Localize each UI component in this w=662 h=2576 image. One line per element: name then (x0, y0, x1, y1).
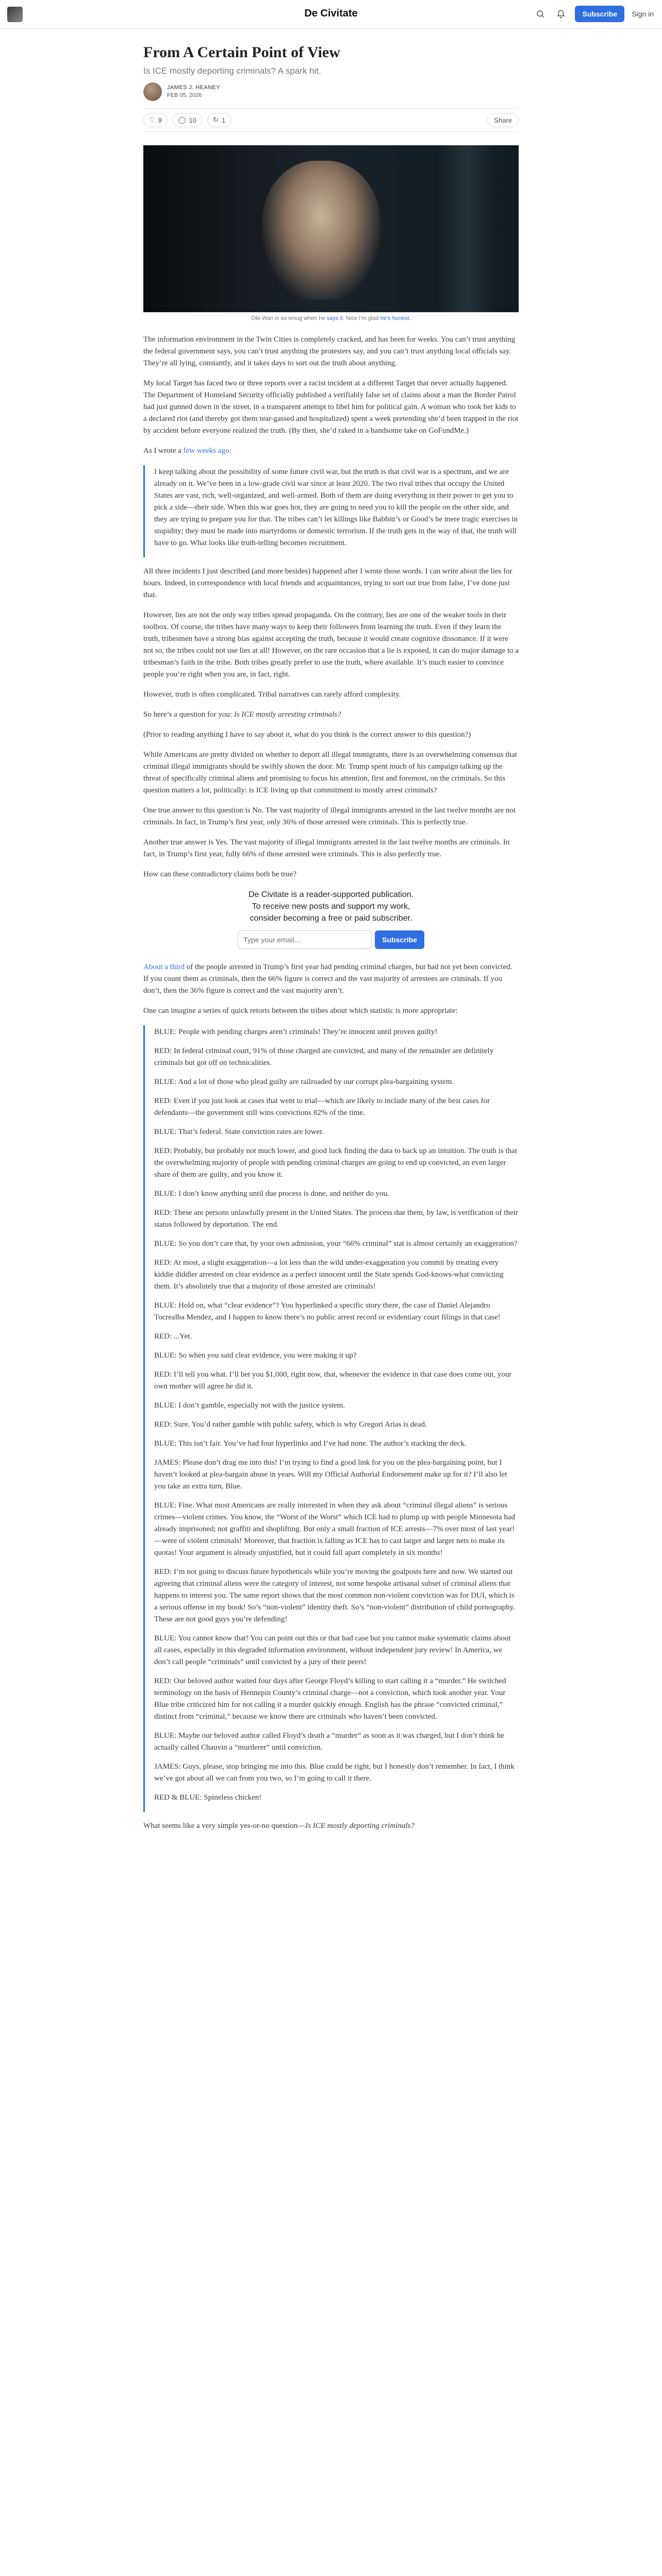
sign-in-link[interactable]: Sign in (632, 10, 654, 18)
like-count: 9 (158, 116, 162, 124)
paragraph: My local Target has faced two or three reports over a racist incident at a different Target that never actually happened. The Department of Homeland Security officially published a verifiably false set of claims about a man the Border Patrol had just gunned down in the street, in a transparent attempt to libel him for political gain. A woman who took her kids to a declared riot (and thereby got them tear-gassed and hospitalized) spent a week pretending she’d been trapped in the riot by accident before everyone realized the truth. (By then, she’d raked in a handsome take on GoFundMe.) (143, 379, 519, 435)
paragraph (143, 445, 519, 457)
paragraph: (Prior to reading anything I have to say about it, what do you think is the correct answer to this question?) (143, 731, 471, 739)
header-actions (534, 6, 654, 22)
dialogue-line: BLUE: Fine. What most Americans are really interested in when they ask about “criminal illegal aliens” is serious crimes—violent crimes. You know, the “Worst of the Worst” which ICE had to plump up with people Minnesota had already imprisoned; not graffiti and shoplifting. But only a small fraction of ICE arrests—7% over most of last year!—were of violent criminals! Moreover, that fraction is falling as ICE has to cast larger and larger nets to make its quotas! Your argument is already unjustified, but it could fall apart completely in six months! (154, 1501, 515, 1557)
dialogue-line: BLUE: You cannot know that! You can point out this or that bad case but you cannot make systematic claims about all cases, especially in this degraded information environment, without independent jury review! In America, we don’t call people “criminals” until convicted by a jury of their peers! (154, 1634, 511, 1666)
top-navigation-bar (0, 0, 662, 29)
restack-icon: ↻ (212, 116, 219, 124)
hero-caption (143, 315, 519, 321)
heart-icon: ♡ (149, 116, 155, 124)
paragraph (143, 961, 519, 997)
paragraph-text: So here’s a question for you: (143, 710, 234, 719)
dialogue-line: RED: These are persons unlawfully present in the United States. The process due them, by law, is verification of their status followed by deportation. The end. (154, 1209, 518, 1229)
dialogue-line: BLUE: This isn’t fair. You’ve had four hyperlinks and I’ve had none. The author’s stacking the deck. (154, 1439, 467, 1448)
dialogue-line: RED: Our beloved author waited four days after George Floyd’s killing to start calling it a “murder.” He switched terminology on the basis of Hennepin County’s criminal charge—not a conviction, which took another year. Your Blue tribe criticized him for not calling it a murder quickly enough. English has the phrase “convicted criminal,” distinct from “criminal,” because we know there are criminals who haven’t been convicted. (154, 1677, 506, 1721)
dialogue-line: RED: Even if you just look at cases that went to trial—which are likely to include many of the best cases for defendants—the government still wins convictions 82% of the time. (154, 1097, 490, 1117)
author-name[interactable]: JAMES J. HEANEY (167, 84, 221, 91)
post-date: FEB 05, 2026 (167, 92, 202, 98)
question-emphasis: Is ICE mostly arresting criminals? (234, 710, 341, 719)
dialogue-line: BLUE: People with pending charges aren’t criminals! They’re innocent until proven guilty! (154, 1028, 438, 1036)
dialogue-line: BLUE: I don’t know anything until due process is done, and neither do you. (154, 1190, 389, 1198)
paragraph (143, 1820, 519, 1832)
restack-count: 1 (221, 116, 226, 124)
dialogue-line: BLUE: Maybe our beloved author called Floyd’s death a “murder” as soon as it was charged, but I don’t think he actually called Chauvin a “murderer” until conviction. (154, 1732, 504, 1752)
dialogue-line: RED: Probably, but probably not much lower, and good luck finding the data to back up an intuition. The truth is that the overwhelming majority of people with pending criminal charges are going to end up convicted, an even larger share of them are guilty, and you know it. (154, 1147, 517, 1179)
caption-link-says-it[interactable]: says it (326, 315, 343, 321)
post-action-bar (143, 108, 519, 132)
dialogue-line: RED: I’ll tell you what. I’ll bet you $1,000, right now, that, whenever the evidence in that case does come out, your own mother will agree he did it. (154, 1370, 512, 1391)
byline (143, 82, 519, 101)
few-weeks-ago-link[interactable]: few weeks ago (183, 447, 229, 455)
paragraph: While Americans are pretty divided on whether to deport all illegal immigrants, there is an overwhelming consensus that criminal illegal immigrants should be swiftly shown the door. Mr. Trump spent much of his campaign talking up the threat of specifically criminal aliens and promising to focus his attention, first and foremost, on the criminals. So this question matters a lot, politically: is ICE living up that commitment to mostly arrest criminals? (143, 751, 517, 794)
email-input[interactable] (238, 930, 372, 949)
paragraph: Another true answer is Yes. The vast majority of illegal immigrants arrested in the last twelve months are criminals. In fact, in Trump’s first year, fully 66% of those arrested were criminals. This is also perfectly true. (143, 838, 510, 858)
subscribe-message: De Civitate is a reader-supported publication. To receive new posts and support my work, consider becoming a free or paid subscriber. (248, 890, 414, 923)
byline-text (167, 84, 220, 99)
quote-paragraph: I keep talking about the possibility of some future civil war, but the truth is that civil war is a spectrum, and we are already on it. We’ve been in a low-grade civil war since at least 2020. The two rival tribes that occupy the United States are vast, rich, well-organized, and well-armed. Both of them are doing everything in their power to get you to pick a side—their side. When this war goes hot, they are going to need you to kill the people on the other side, and they are trying to prepare you for that. The tribes can’t let killings like Babbitt’s or Good’s be mere tragic exercises in stupidity; they must be made into martyrdoms or domestic terrorism. If the truth gets in the way of that, the truth will have to go. What looks like truth-telling becomes recruitment. (154, 468, 518, 547)
paragraph-text: What seems like a very simple yes-or-no question— (143, 1822, 306, 1830)
caption-link-honest[interactable]: he’s honest (380, 315, 409, 321)
dialogue-line: RED: Sure. You’d rather gamble with public safety, which is why Gregori Arias is dead. (154, 1420, 427, 1429)
dialogue-line: JAMES: Please don’t drag me into this! I’m trying to find a good link for you on the plea-bargaining point, but I haven’t looked at plea-bargain abuse in years. Will my Official Authorial Endorsement make up for it? I’ll also let you take an extra turn, Blue. (154, 1459, 507, 1490)
subscribe-form (143, 930, 519, 949)
dialogue-line: BLUE: So you don’t care that, by your own admission, your “66% criminal” stat is almost certainly an exaggeration? (154, 1240, 518, 1248)
caption-text: . (409, 315, 411, 321)
comments-button[interactable] (173, 113, 202, 127)
paragraph: However, lies are not the only way tribes spread propaganda. On the contrary, lies are one of the weaker tools in their toolbox. Of course, the tribes have many ways to keep their followers from learning the truth. Even if they learn the truth, tribesmen have a strong bias against accepting the truth, because it would create cognitive dissonance. If it were not so, the tribes could not use lies at all! However, on the rare occasion that a lie is exposed, it can do major damage to a tribesman’s faith in the tribe. Both tribes greatly prefer to use the truth, where available. It’s much easier to convince people you’re right when you are, in fact, right. (143, 611, 519, 679)
paragraph: The information environment in the Twin Cities is completely cracked, and has been for weeks. You can’t trust anything the federal government says, you can’t trust anything the protesters say, and you can’t trust anything local officials say. They’re all lying, constantly, and it takes days to sort out the truth about anything. (143, 335, 516, 367)
dialogue-line: BLUE: Hold on, what “clear evidence”? You hyperlinked a specific story there, the case of Daniel Alejandro Tocrealba Mendez, and I happen to know there’s no public arrest record or evidentiary court filings in that case! (154, 1301, 501, 1321)
dialogue-line: BLUE: That’s federal. State conviction rates are lower. (154, 1128, 324, 1136)
subscribe-submit-button[interactable]: Subscribe (375, 930, 424, 949)
engagement-buttons (143, 113, 231, 127)
paragraph: All three incidents I just described (and more besides) happened after I wrote those words. I can write about the lies for hours. Indeed, in correspondence with local friends and acquaintances, trying to sort out true from false, I’ve done just that. (143, 567, 512, 599)
paragraph: How can these contradictory claims both be true? (143, 870, 296, 878)
dialogue-line: BLUE: So when you said clear evidence, you were making it up? (154, 1351, 357, 1360)
post-container (143, 29, 519, 1832)
author-avatar[interactable] (143, 82, 162, 101)
paragraph: One can imagine a series of quick retorts between the tribes about which statistic is more appropriate: (143, 1007, 458, 1015)
subscribe-button[interactable]: Subscribe (575, 6, 624, 22)
comment-count: 10 (189, 116, 196, 124)
dialogue-line: RED: I’m not going to discuss future hypotheticals while you’re moving the goalposts here and now. We started out agreeing that criminal aliens were the category of interest, not some bespoke artisanal subset of criminal aliens that happens to interest you. The same report shows that the most common non-violent conviction was for DUI, which is a serious offense in my book! So’s “non-violent” identity theft. So’s “non-violent” distribution of child pornography. These are not good guys you’re defending! (154, 1568, 515, 1623)
dialogue-quote (143, 1025, 519, 1812)
paragraph-text: of the people arrested in Trump’s first year had pending criminal charges, but had not yet been convicted. If you count them as criminals, then the 66% figure is correct and the vast majority of arrestees are criminals. If you don’t, then the 36% figure is correct and the vast majority aren’t. (143, 963, 512, 995)
dialogue-line: RED & BLUE: Spineless chicken! (154, 1793, 262, 1802)
dialogue-line: RED: ...Yet. (154, 1332, 192, 1341)
notifications-icon[interactable] (554, 7, 568, 21)
question-emphasis: Is ICE mostly deporting criminals? (305, 1822, 415, 1830)
subscribe-widget (143, 889, 519, 949)
hero-background-detail (436, 145, 498, 312)
search-icon[interactable] (534, 7, 547, 21)
paragraph-text: : (229, 447, 231, 455)
paragraph (143, 709, 519, 721)
dialogue-line: JAMES: Guys, please, stop bringing me into this. Blue could be right, but I honestly don’t remember. In fact, I think we’ve got about all we can from you two, so I’m going to call it there. (154, 1762, 515, 1783)
paragraph-text: As I wrote a (143, 447, 184, 455)
comment-icon: ◯ (178, 116, 186, 124)
publication-title[interactable]: De Civitate (304, 8, 358, 19)
dialogue-line: BLUE: And a lot of those who plead guilty are railroaded by our corrupt plea-bargaining system. (154, 1078, 454, 1086)
post-subtitle: Is ICE mostly deporting criminals? A spark hit. (143, 66, 321, 76)
dialogue-line: RED: In federal criminal court, 91% of those charged are convicted, and many of the remainder are definitely criminals but got off on technicalities. (154, 1047, 494, 1067)
dialogue-line: BLUE: I don’t gamble, especially not with the justice system. (154, 1401, 345, 1410)
block-quote (143, 465, 519, 557)
paragraph: One true answer to this question is No. The vast majority of illegal immigrants arrested in the last twelve months are not criminals. In fact, in Trump’s first year, only 36% of those arrested were criminals. This is perfectly true. (143, 806, 516, 826)
hero-figure (262, 161, 380, 300)
paragraph: However, truth is often complicated. Tribal narratives can rarely afford complexity. (143, 690, 401, 699)
post-title: From A Certain Point of View (143, 44, 340, 61)
caption-text: Obi-Wan is so smug when he (251, 315, 327, 321)
caption-text: . Nice I’m glad (342, 315, 380, 321)
hero-image[interactable] (143, 145, 519, 312)
like-button[interactable] (143, 113, 168, 127)
dialogue-line: RED: At most, a slight exaggeration—a lot less than the wild under-exaggeration you commit by treating every kiddie diddler arrested on clear evidence as a perfect innocent until the State spends God-knows-what convicting them. It’s absolutely true that a majority of those arrested are criminals! (154, 1259, 504, 1291)
share-button[interactable]: Share (487, 113, 519, 127)
restack-button[interactable] (207, 113, 231, 127)
about-a-third-link[interactable]: About a third (143, 963, 185, 971)
